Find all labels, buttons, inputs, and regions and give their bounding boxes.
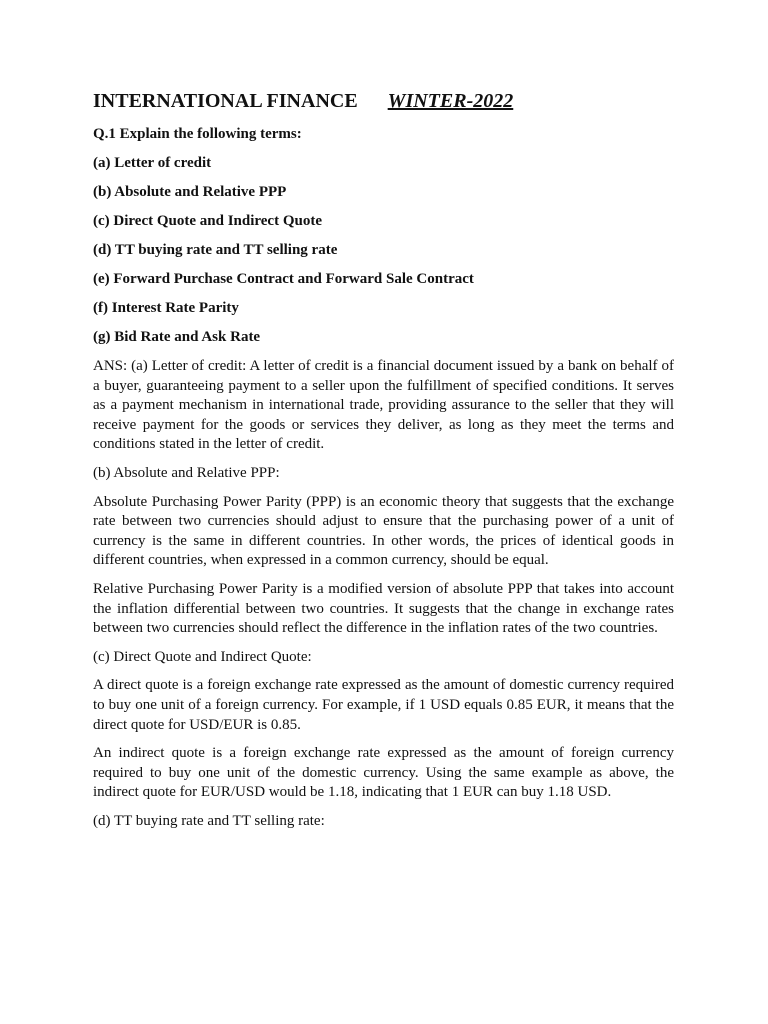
question-item-b: (b) Absolute and Relative PPP xyxy=(93,184,287,200)
answer-letter-of-credit: ANS: (a) Letter of credit: A letter of credit is a financial document issued by a bank on behalf of a buyer, guaranteeing payment to a seller upon the fulfillment of specified conditions. It serves as a payment mechanism in international trade, providing assurance to the seller that they will receive payment for the goods or services they deliver, as long as they meet the terms and conditions stated in the letter of credit. xyxy=(93,358,674,453)
question-item-e: (e) Forward Purchase Contract and Forward Sale Contract xyxy=(93,271,474,287)
answer-relative-ppp: Relative Purchasing Power Parity is a modified version of absolute PPP that takes into account the inflation differential between two countries. It suggests that the change in exchange rates between two currencies should reflect the difference in the inflation rates of the two countries. xyxy=(93,580,674,637)
answer-quote-heading: (c) Direct Quote and Indirect Quote: xyxy=(93,648,312,665)
question-item-g: (g) Bid Rate and Ask Rate xyxy=(93,329,261,345)
answer-absolute-ppp: Absolute Purchasing Power Parity (PPP) is an economic theory that suggests that the exchange rate between two currencies should adjust to ensure that the purchasing power of a unit of currency is the same in different countries. In other words, the prices of identical goods in different countries, when expressed in a common currency, should be equal. xyxy=(93,493,674,569)
exam-term: WINTER-2022 xyxy=(387,90,514,112)
question-item-a: (a) Letter of credit xyxy=(93,155,212,171)
question-item-d: (d) TT buying rate and TT selling rate xyxy=(93,242,338,258)
answer-indirect-quote: An indirect quote is a foreign exchange rate expressed as the amount of foreign currency required to buy one unit of the domestic currency. Using the same example as above, the indirect quote for EUR/USD would be 1.18, indicating that 1 EUR can buy 1.18 USD. xyxy=(93,745,674,801)
question-item-c: (c) Direct Quote and Indirect Quote xyxy=(93,213,322,229)
answer-tt-rate-heading: (d) TT buying rate and TT selling rate: xyxy=(93,812,325,829)
answer-direct-quote: A direct quote is a foreign exchange rate expressed as the amount of domestic currency required to buy one unit of a foreign currency. For example, if 1 USD equals 0.85 EUR, it means that the direct quote for USD/EUR is 0.85. xyxy=(93,677,674,733)
document-page xyxy=(93,86,674,840)
document-title xyxy=(93,86,674,116)
question-item-f: (f) Interest Rate Parity xyxy=(93,300,239,316)
question-heading: Q.1 Explain the following terms: xyxy=(93,126,302,142)
subject-title: INTERNATIONAL FINANCE xyxy=(93,90,358,112)
answer-ppp-heading: (b) Absolute and Relative PPP: xyxy=(93,464,280,481)
